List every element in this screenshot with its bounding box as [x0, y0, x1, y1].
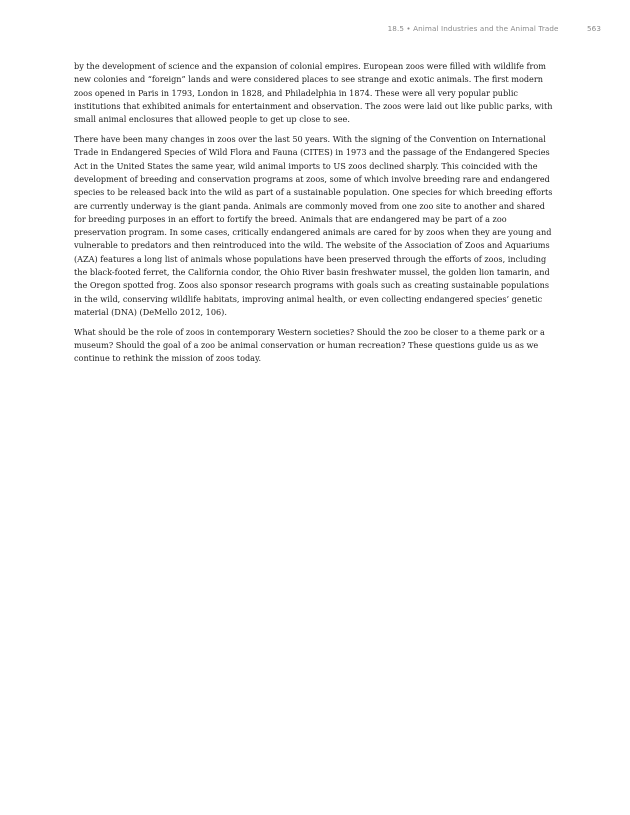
section-title: 18.5 • Animal Industries and the Animal Trade [387, 24, 559, 33]
page-number: 563 [586, 24, 601, 33]
paragraph-zoo-history: by the development of science and the expansion of colonial empires. European zoos were filled with wildlife from new colonies and “foreign” lands and were considered places to see strange and exotic animals. The first modern zoos opened in Paris in 1793, London in 1828, and Philadelphia in 1874. These were all very popular public institutions that exhibited animals for entertainment and observation. The zoos were laid out like public parks, with small animal enclosures that allowed people to get up close to see. [74, 61, 553, 125]
running-header [388, 24, 601, 33]
paragraph-zoo-changes: There have been many changes in zoos over the last 50 years. With the signing of the Convention on International Trade in Endangered Species of Wild Flora and Fauna (CITES) in 1973 and the passage of the Endangered Species Act in the United States the same year, wild animal imports to US zoos declined sharply. This coincided with the development of breeding and conservation programs at zoos, some of which involve breeding rare and endangered species to be released back into the wild as part of a sustainable population. One species for which breeding efforts are currently underway is the giant panda. Animals are commonly moved from one zoo site to another and shared for breeding purposes in an effort to fortify the breed. Animals that are endangered may be part of a zoo preservation program. In some cases, critically endangered animals are cared for by zoos when they are young and vulnerable to predators and then reintroduced into the wild. The website of the Association of Zoos and Aquariums (AZA) features a long list of animals whose populations have been preserved through the efforts of zoos, including the black-footed ferret, the California condor, the Ohio River basin freshwater mussel, the golden lion tamarin, and the Oregon spotted frog. Zoos also sponsor research programs with goals such as creating sustainable populations in the wild, conserving wildlife habitats, improving animal health, or even collecting endangered species’ genetic material (DNA) (DeMello 2012, 106). [74, 134, 553, 317]
paragraph-zoo-role: What should be the role of zoos in contemporary Western societies? Should the zoo be closer to a theme park or a museum? Should the goal of a zoo be animal conservation or human recreation? These questions guide us as we continue to rethink the mission of zoos today. [74, 326, 545, 364]
body-text [74, 60, 556, 372]
